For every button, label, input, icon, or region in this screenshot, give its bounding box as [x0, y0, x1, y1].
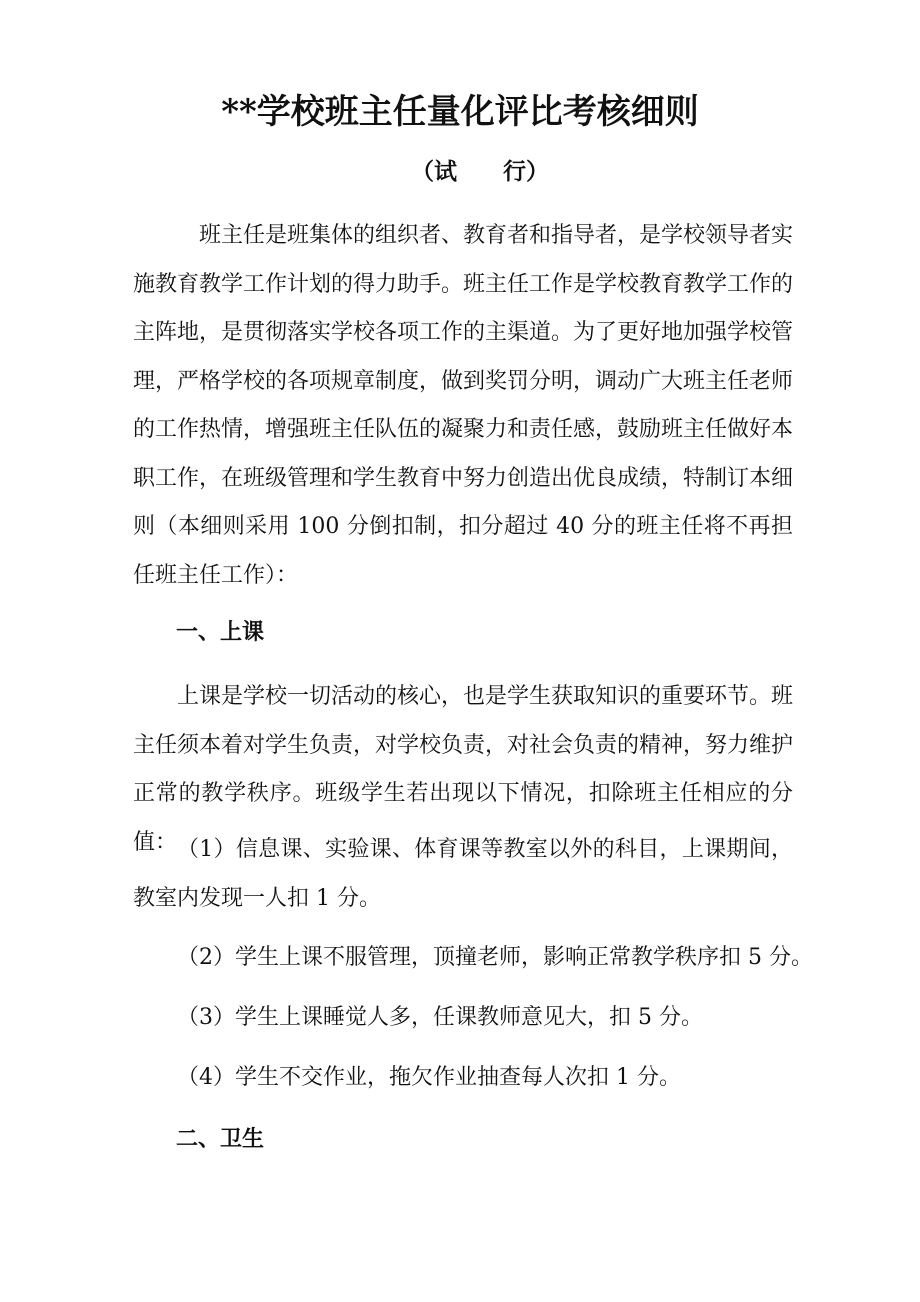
rule-item-4: （4）学生不交作业，拖欠作业抽查每人次扣 1 分。 — [177, 1065, 681, 1090]
rule-item-2: （2）学生上课不服管理，顶撞老师，影响正常教学秩序扣 5 分。 — [177, 945, 813, 970]
section-heading-hygiene: 二、卫生 — [176, 1126, 265, 1152]
section-paragraph-classes: 上课是学校一切活动的核心，也是学生获取知识的重要环节。班主任须本着对学生负责，对学校负责，对社会负责的精神，努力维护正常的教学秩序。班级学生若出现以下情况，扣除班主任相应的分值： — [133, 684, 794, 855]
intro-paragraph: 班主任是班集体的组织者、教育者和指导者，是学校领导者实施教育教学工作计划的得力助手。班主任工作是学校教育教学工作的主阵地，是贯彻落实学校各项工作的主渠道。为了更好地加强学校管理，严格学校的各项规章制度，做到奖罚分明，调动广大班主任老师的工作热情，增强班主任队伍的凝聚力和责任感，鼓励班主任做好本职工作，在班级管理和学生教育中努力创造出优良成绩，特制订本细则（本细则采用 100 分倒扣制，扣分超过 40 分的班主任将不再担任班主任工作）： — [133, 223, 794, 588]
subtitle-left: （试 — [411, 158, 457, 185]
rule-item-3: （3）学生上课睡觉人多，任课教师意见大，扣 5 分。 — [177, 1005, 703, 1030]
subtitle-right: 行） — [503, 158, 549, 185]
document-subtitle — [0, 154, 920, 190]
section-heading-classes: 一、上课 — [176, 619, 265, 645]
rule-item-1: （1）信息课、实验课、体育课等教室以外的科目，上课期间，教室内发现一人扣 1 分。 — [133, 837, 793, 911]
document-title: **学校班主任量化评比考核细则 — [221, 92, 699, 132]
